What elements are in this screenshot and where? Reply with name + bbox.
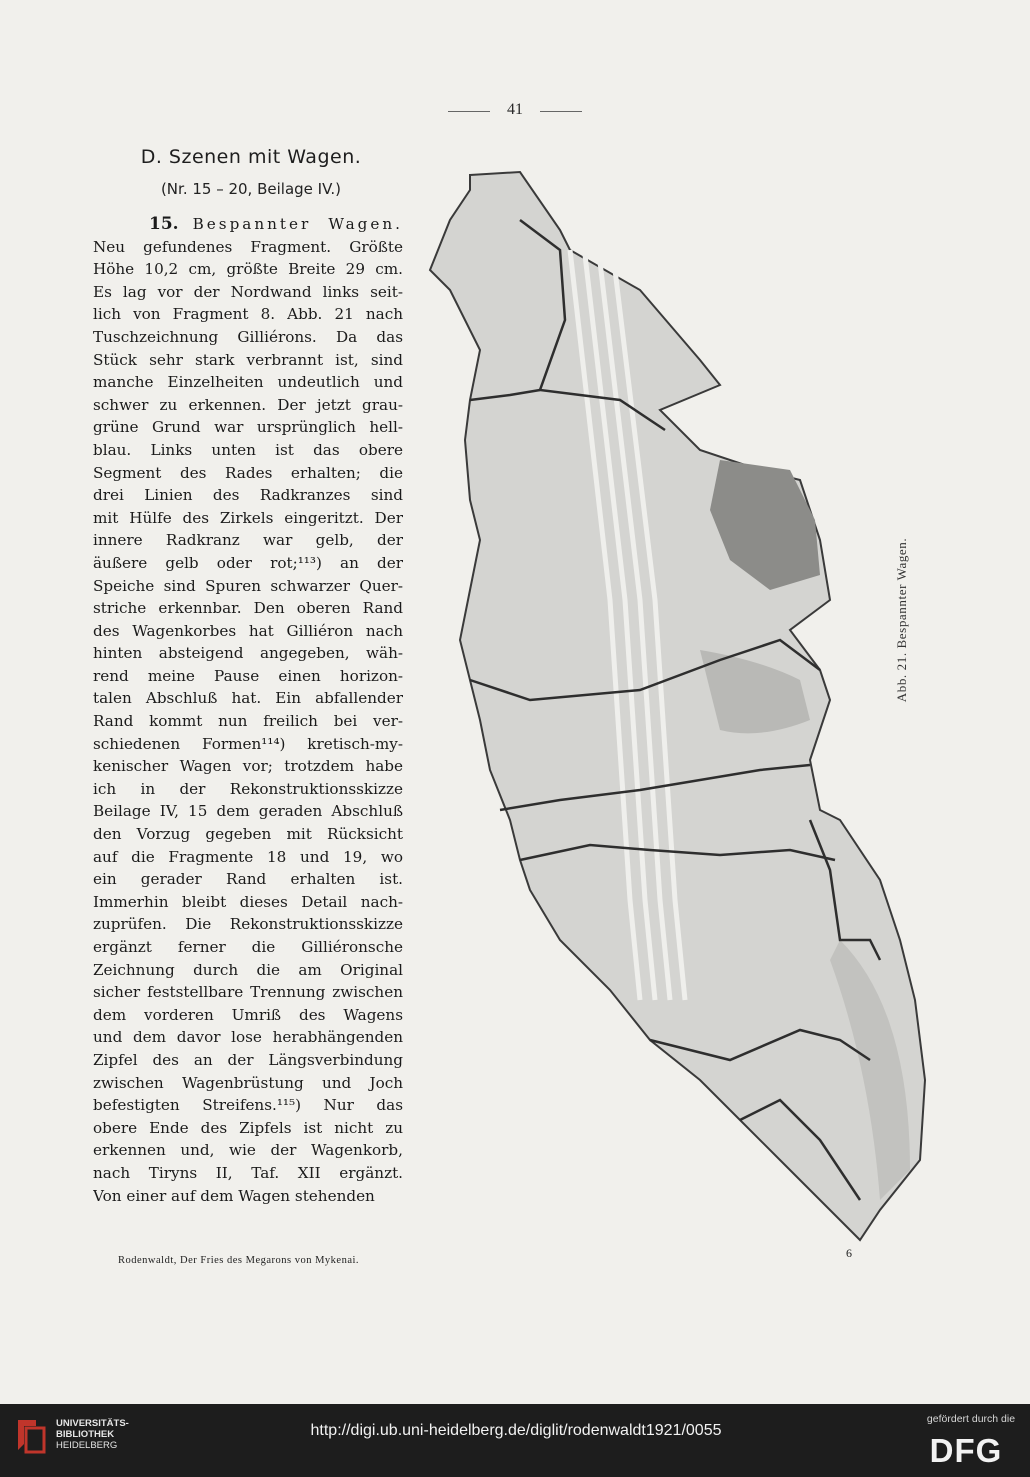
text-line: Zipfel des an der Längsverbindung bbox=[93, 1050, 403, 1069]
text-line: Höhe 10,2 cm, größte Breite 29 cm. bbox=[93, 260, 403, 279]
text-line: nach Tiryns II, Taf. XII ergänzt. bbox=[93, 1163, 403, 1182]
text-line: obere Ende des Zipfels ist nicht zu bbox=[93, 1118, 403, 1137]
text-line: drei Linien des Radkranzes sind bbox=[93, 486, 403, 505]
body-text bbox=[93, 213, 403, 1207]
text-line: Beilage IV, 15 dem geraden Abschluß bbox=[93, 802, 403, 821]
text-line: sicher feststellbare Trennung zwischen bbox=[93, 983, 403, 1002]
text-line: grüne Grund war ursprünglich hell- bbox=[93, 418, 403, 437]
library-name-line: BIBLIOTHEK bbox=[56, 1429, 115, 1440]
text-line: dem vorderen Umriß des Wagens bbox=[93, 1005, 403, 1024]
signature-mark: 6 bbox=[846, 1246, 852, 1260]
text-line: mit Hülfe des Zirkels eingeritzt. Der bbox=[93, 508, 403, 527]
text-line: rend meine Pause einen horizon- bbox=[93, 666, 403, 685]
entry-number: 15. bbox=[149, 214, 179, 234]
dfg-logo[interactable]: DFG bbox=[929, 1432, 1003, 1469]
text-line: schiedenen Formen¹¹⁴) kretisch-my- bbox=[93, 734, 403, 753]
text-line: innere Radkranz war gelb, der bbox=[93, 531, 403, 550]
funded-by-label: gefördert durch die bbox=[926, 1413, 1016, 1425]
text-line: des Wagenkorbes hat Gilliéron nach bbox=[93, 621, 403, 640]
text-line: ergänzt ferner die Gilliéronsche bbox=[93, 938, 403, 956]
text-line: manche Einzelheiten undeutlich und bbox=[93, 373, 403, 392]
text-line: hinten absteigend angegeben, wäh- bbox=[93, 644, 403, 663]
text-line: den Vorzug gegeben mit Rücksicht bbox=[93, 825, 403, 844]
text-line: auf die Fragmente 18 und 19, wo bbox=[93, 847, 403, 866]
text-line: kenischer Wagen vor; trotzdem habe bbox=[93, 757, 403, 776]
fresco-fragment-figure bbox=[410, 155, 930, 1265]
text-line: ein gerader Rand erhalten ist. bbox=[93, 870, 403, 889]
university-library-logo-icon[interactable] bbox=[14, 1416, 48, 1456]
text-line: zwischen Wagenbrüstung und Joch bbox=[93, 1073, 403, 1092]
text-line: Neu gefundenes Fragment. Größte bbox=[93, 237, 403, 256]
text-line: blau. Links unten ist das obere bbox=[93, 440, 403, 459]
text-line: talen Abschluß hat. Ein abfallender bbox=[93, 689, 403, 708]
text-line: Es lag vor der Nordwand links seit- bbox=[93, 282, 403, 301]
entry-title: Bespannter Wagen. bbox=[192, 215, 403, 233]
text-line: befestigten Streifens.¹¹⁵) Nur das bbox=[93, 1096, 403, 1115]
text-line: Segment des Rades erhalten; die bbox=[93, 463, 403, 482]
text-line: erkennen und, wie der Wagenkorb, bbox=[93, 1141, 403, 1160]
text-line: zuprüfen. Die Rekonstruktionsskizze bbox=[93, 915, 403, 934]
footer-citation: Rodenwaldt, Der Fries des Megarons von Mykenai. bbox=[118, 1255, 360, 1266]
text-line: Von einer auf dem Wagen stehenden bbox=[93, 1186, 375, 1205]
library-name-line: UNIVERSITÄTS- bbox=[56, 1418, 129, 1429]
text-line: Stück sehr stark verbrannt ist, sind bbox=[93, 350, 403, 369]
text-line: Tuschzeichnung Gilliérons. Da das bbox=[93, 327, 403, 346]
text-line: lich von Fragment 8. Abb. 21 nach bbox=[93, 305, 403, 324]
section-subtitle: (Nr. 15 – 20, Beilage IV.) bbox=[160, 180, 342, 198]
text-line: striche erkennbar. Den oberen Rand bbox=[93, 599, 403, 618]
library-name[interactable] bbox=[56, 1418, 129, 1451]
text-line: und dem davor lose herabhängenden bbox=[93, 1028, 403, 1047]
text-line: Zeichnung durch die am Original bbox=[93, 960, 403, 979]
library-name-line: HEIDELBERG bbox=[56, 1440, 118, 1451]
text-line: Speiche sind Spuren schwarzer Quer- bbox=[93, 576, 403, 595]
page-number: 41 bbox=[440, 101, 590, 119]
text-line: schwer zu erkennen. Der jetzt grau- bbox=[93, 395, 403, 414]
figure-caption: Abb. 21. Bespannter Wagen. bbox=[894, 537, 909, 703]
viewer-footer-bar bbox=[0, 1404, 1030, 1477]
text-line: Rand kommt nun freilich bei ver- bbox=[93, 712, 403, 731]
text-line: Immerhin bleibt dieses Detail nach- bbox=[93, 892, 403, 911]
text-line: äußere gelb oder rot;¹¹³) an der bbox=[93, 553, 403, 572]
section-title: D. Szenen mit Wagen. bbox=[140, 146, 362, 168]
fragment-outline bbox=[430, 172, 925, 1240]
text-line: ich in der Rekonstruktionsskizze bbox=[93, 779, 403, 798]
permalink-url[interactable]: http://digi.ub.uni-heidelberg.de/diglit/rodenwaldt1921/0055 bbox=[310, 1422, 722, 1439]
entry-heading bbox=[93, 213, 403, 236]
